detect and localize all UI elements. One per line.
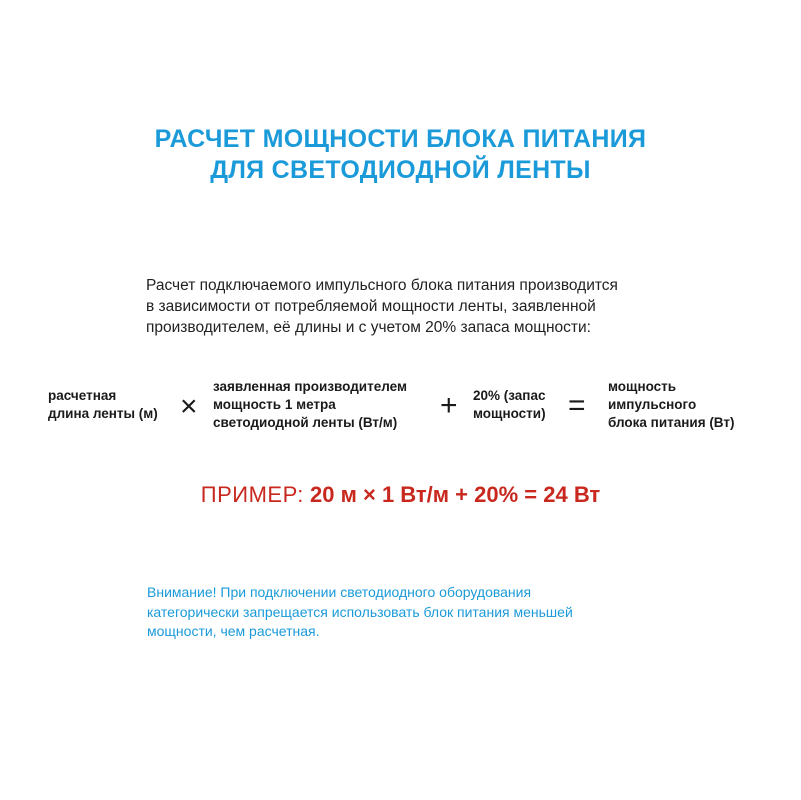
formula-term-power-line-1: заявленная производителем bbox=[213, 379, 407, 394]
example-formula: 20 м × 1 Вт/м + 20% = 24 Вт bbox=[310, 482, 601, 507]
title-line-1: РАСЧЕТ МОЩНОСТИ БЛОКА ПИТАНИЯ bbox=[154, 125, 647, 153]
title-line-2: ДЛЯ СВЕТОДИОДНОЙ ЛЕНТЫ bbox=[210, 156, 591, 184]
formula-term-power-line-2: мощность 1 метра bbox=[213, 397, 336, 412]
formula-term-reserve-line-1: 20% (запас bbox=[473, 388, 546, 403]
formula-term-length-line-1: расчетная bbox=[48, 388, 117, 403]
warning-note bbox=[147, 583, 707, 642]
intro-line-3: производителем, её длины и с учетом 20% запаса мощности: bbox=[146, 319, 591, 336]
intro-line-2: в зависимости от потребляемой мощности ленты, заявленной bbox=[146, 298, 596, 315]
formula-term-reserve bbox=[473, 387, 546, 423]
formula-term-result bbox=[608, 378, 735, 432]
intro-line-1: Расчет подключаемого импульсного блока питания производится bbox=[146, 277, 618, 294]
formula-term-result-line-3: блока питания (Вт) bbox=[608, 415, 735, 430]
formula-term-reserve-line-2: мощности) bbox=[473, 406, 546, 421]
intro-paragraph bbox=[146, 275, 706, 338]
warning-line-1: Внимание! При подключении светодиодного оборудования bbox=[147, 584, 532, 600]
equals-sign: = bbox=[568, 389, 586, 422]
formula-term-result-line-2: импульсного bbox=[608, 397, 697, 412]
formula-term-power-line-3: светодиодной ленты (Вт/м) bbox=[213, 415, 398, 430]
formula-term-length-line-2: длина ленты (м) bbox=[48, 406, 158, 421]
example-line bbox=[0, 480, 801, 510]
warning-line-3: мощности, чем расчетная. bbox=[147, 623, 320, 639]
warning-line-2: категорически запрещается использовать блок питания меньшей bbox=[147, 603, 573, 620]
formula-term-length bbox=[48, 387, 158, 423]
formula-term-power-per-meter bbox=[213, 378, 407, 432]
example-label: ПРИМЕР: bbox=[200, 482, 304, 507]
page-title bbox=[0, 124, 801, 186]
formula-term-result-line-1: мощность bbox=[608, 379, 677, 394]
plus-sign: + bbox=[440, 389, 458, 422]
multiply-sign: × bbox=[180, 390, 198, 423]
